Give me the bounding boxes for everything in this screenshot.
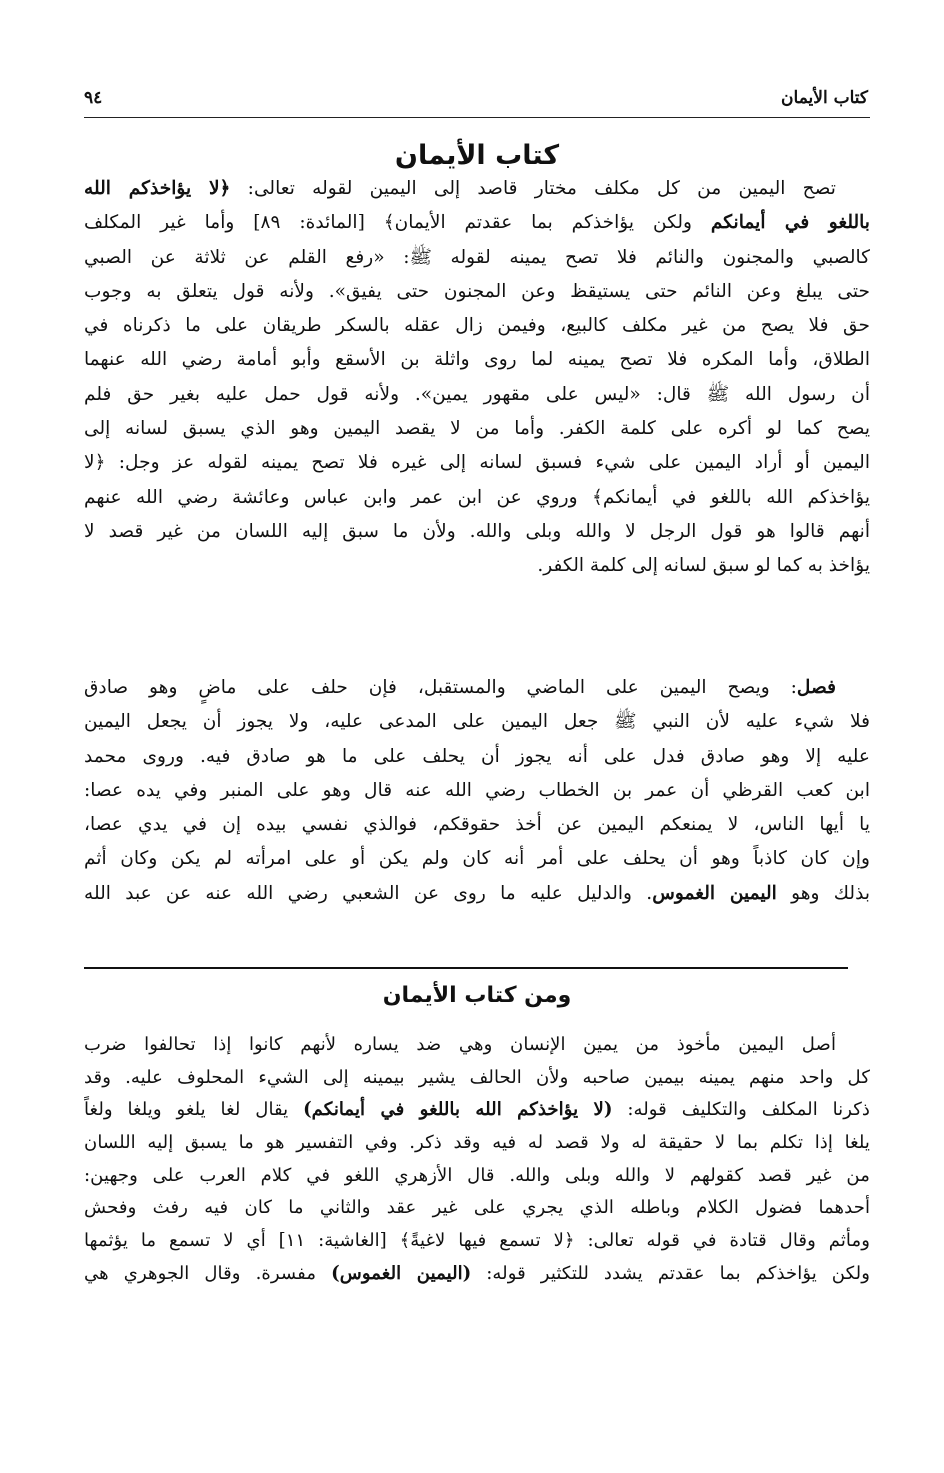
text-segment: يؤاخذكم الله باللغو في أيمانكم﴾ وروي عن ابن عمر وابن عباس وعائشة رضي الله عنهم (84, 486, 870, 508)
text-line (84, 1127, 870, 1160)
text-line (84, 549, 870, 583)
chapter-title: كتاب الأيمان (394, 140, 560, 171)
commentary-title: ومن كتاب الأيمان (382, 983, 572, 1008)
text-line (84, 515, 870, 549)
text-line (84, 774, 870, 808)
text-segment: حتى يبلغ وعن النائم حتى يستيقظ وعن المجنون حتى يفيق». ولأنه قول يتعلق به وجوب (84, 280, 870, 302)
text-line (84, 206, 870, 240)
text-line (84, 808, 870, 842)
text-segment: أنهم قالوا هو قول الرجل لا والله وبلى والله. ولأن ما سبق إليه اللسان من غير قصد لا (84, 520, 870, 542)
text-segment: . والدليل عليه ما روى عن الشعبي رضي الله عنه عن عبد الله (84, 882, 653, 904)
text-line (84, 446, 870, 480)
text-line (84, 241, 870, 275)
text-line (84, 343, 870, 377)
text-segment: ولكن يؤاخذكم بما عقدتم الأيمان﴾ [المائدة: ٨٩] وأما غير المكلف (84, 212, 711, 234)
text-segment: يا أيها الناس، لا يمنعكم اليمين عن أخذ حقوقكم، فوالذي نفسي بيده إن في يدي عصا، (84, 814, 870, 836)
text-segment: كالصبي والمجنون والنائم فلا تصح يمينه لقوله ﷺ: «رفع القلم عن ثلاثة عن الصبي (84, 246, 870, 268)
text-segment: ومأثم وقال قتادة في قوله تعالى: ﴿لا تسمع فيها لاغيةً﴾ [الغاشية: ١١] أي لا تسمع ما يؤثمها (84, 1230, 870, 1252)
text-segment: أحدهما فضول الكلام وباطله الذي يجري على غير عقد والثاني ما كان فيه رفث وفحش (84, 1197, 870, 1219)
text-segment: مفسرة. وقال الجوهري هي (84, 1262, 332, 1284)
text-segment: يلغا إذا تكلم بما لا حقيقة له ولا قصد له فيه وقد ذكر. وفي التفسير هو ما يسبق إليه اللسان (84, 1132, 870, 1154)
text-line (84, 481, 870, 515)
bold-text: ﴿لا يؤاخذكم الله (84, 178, 231, 199)
text-segment: ذكرنا المكلف والتكليف قوله: (612, 1099, 870, 1121)
header-rule (84, 117, 870, 118)
text-line (84, 1094, 870, 1127)
running-title: كتاب الأيمان (781, 88, 868, 108)
text-segment: أن رسول الله ﷺ قال: «ليس على مقهور يمين». ولأنه قول حمل عليه بغير حق فلم (84, 383, 870, 405)
text-segment: فلا شيء عليه لأن النبي ﷺ جعل اليمين على المدعى عليه، ولا يجوز أن يجعل اليمين (84, 711, 870, 733)
text-line (84, 740, 870, 774)
text-segment: يؤاخذ به كما لو سبق لسانه إلى كلمة الكفر. (537, 555, 870, 577)
text-line (84, 877, 870, 911)
text-line (84, 1160, 870, 1193)
text-line (84, 1225, 870, 1258)
text-line (84, 1258, 870, 1291)
bold-text: (لا يؤاخذكم الله باللغو في أيمانكم) (303, 1099, 613, 1121)
text-segment: بذلك وهو (776, 882, 870, 904)
text-segment: عليه إلا وهو صادق فدل على أنه يجوز أن يحلف على ما هو صادق فيه. وروى محمد (84, 745, 870, 767)
text-line (84, 309, 870, 343)
text-line (84, 671, 870, 705)
text-line (84, 705, 870, 739)
paragraph (84, 172, 870, 584)
text-segment: حق فلا يصح من غير مكلف كالبيع، وفيمن زال عقله بالسكر طريقان على ما ذكرناه في (84, 315, 870, 337)
paragraph (84, 1029, 870, 1291)
footnote-divider (84, 967, 848, 969)
bold-text: (اليمين الغموس) (331, 1262, 472, 1284)
text-line (84, 172, 870, 206)
text-line (84, 1192, 870, 1225)
text-segment: كل واحد منهم يمينه بيمين صاحبه ولأن الحالف يشير بيمينه إلى الشيء المحلوف عليه. وقد (84, 1066, 870, 1088)
bold-text: اليمين الغموس (652, 882, 777, 904)
bold-text: فصل (796, 677, 836, 698)
text-segment: الطلاق، وأما المكره فلا تصح يمينه لما روى واثلة بن الأسقع وأبو أمامة رضي الله عنهما (84, 349, 870, 371)
text-line (84, 1029, 870, 1062)
text-line (84, 378, 870, 412)
text-line (84, 412, 870, 446)
text-segment: ابن كعب القرظي أن عمر بن الخطاب رضي الله عنه قال وهو على المنبر وفي يده عصا: (84, 779, 870, 801)
text-segment: تصح اليمين من كل مكلف مختار قاصد إلى اليمين لقوله تعالى: (230, 178, 836, 199)
paragraph (84, 671, 870, 911)
text-segment: : ويصح اليمين على الماضي والمستقبل، فإن حلف على ماضٍ وهو صادق (84, 677, 797, 698)
page-number: ٩٤ (84, 88, 103, 108)
text-segment: يصح كما لو أكره على كلمة الكفر. وأما من لا يقصد اليمين وهو الذي يسبق لسانه إلى (84, 418, 870, 440)
text-line (84, 1062, 870, 1095)
bold-text: باللغو في أيمانكم (710, 212, 870, 234)
text-segment: وإن كان كاذباً وهو أن يحلف على أمر أنه كان ولم يكن أو على امرأته لم يكن وكان أثم (84, 848, 870, 870)
text-line (84, 842, 870, 876)
text-segment: ولكن يؤاخذكم بما عقدتم يشدد للتكثير قوله: (471, 1262, 870, 1284)
text-segment: من غير قصد كقولهم لا والله وبلى والله. قال الأزهري اللغو في كلام العرب على وجهين: (84, 1164, 870, 1186)
text-segment: أصل اليمين مأخوذ من يمين الإنسان وهي ضد يساره لأنهم كانوا إذا تحالفوا ضرب (84, 1034, 836, 1055)
text-segment: يقال لغا يلغو ويلغا ولغاً (84, 1099, 304, 1121)
text-segment: اليمين أو أراد اليمين على شيء فسبق لسانه إلى غيره فلا تصح يمينه لقوله عز وجل: ﴿لا (84, 452, 870, 474)
text-line (84, 275, 870, 309)
